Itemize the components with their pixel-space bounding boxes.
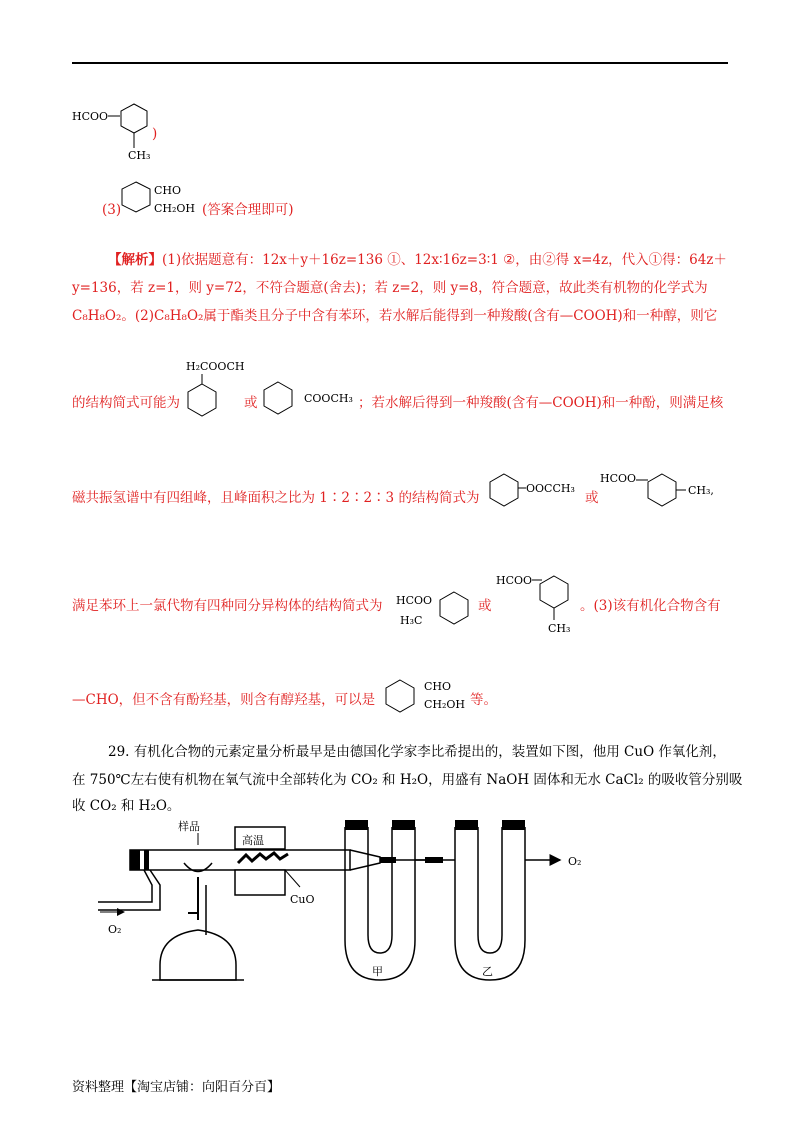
analysis-line6b: 或 — [478, 598, 492, 614]
structure-phenyl-acetate — [486, 470, 596, 520]
svg-text:COOCH₃: COOCH₃ — [304, 392, 353, 405]
structure-p-tolyl-formate — [600, 470, 720, 520]
hcoo-label: HCOO — [72, 110, 109, 123]
analysis-tag: 【解析】 — [108, 252, 162, 268]
answer-3-label: (3) — [102, 202, 122, 218]
high-temp-label: 高温 — [242, 834, 264, 847]
svg-text:CH₃,: CH₃, — [688, 484, 714, 497]
svg-text:HCOO: HCOO — [496, 574, 533, 587]
answer-note: (答案合理即可) — [202, 202, 294, 218]
cuo-label: CuO — [290, 893, 315, 906]
o2-inlet-label: O₂ — [108, 923, 122, 936]
svg-text:CHO: CHO — [154, 184, 182, 197]
footer-text: 资料整理【淘宝店铺：向阳百分百】 — [72, 1080, 281, 1095]
structure-m-tolyl-formate — [496, 570, 586, 640]
analysis-line4b: 或 — [244, 395, 258, 411]
structure-hcoo-methylbenzene-answer — [72, 96, 192, 166]
svg-text:OOCCH₃: OOCCH₃ — [526, 482, 575, 495]
structure-o-tolyl-formate — [396, 584, 486, 640]
tube-a-label: 甲 — [372, 965, 383, 978]
tube-b-label: 乙 — [482, 965, 493, 978]
analysis-line5a: 磁共振氢谱中有四组峰，且峰面积之比为 1∶2∶2∶3 的结构简式为 — [72, 490, 480, 506]
svg-text:H₃C: H₃C — [400, 614, 423, 627]
svg-text:HCOO: HCOO — [600, 472, 637, 485]
analysis-line4a: 的结构简式可能为 — [72, 395, 180, 411]
svg-text:CH₂OH: CH₂OH — [424, 698, 466, 711]
q29-line2: 在 750℃左右使有机物在氧气流中全部转化为 CO₂ 和 H₂O，用盛有 NaOH 固体和无水 CaCl₂ 的吸收管分别吸 — [72, 772, 743, 788]
q29-line1: 29. 有机化合物的元素定量分析最早是由德国化学家李比希提出的，装置如下图，他用 CuO 作氧化剂， — [108, 744, 726, 760]
svg-text:CHO: CHO — [424, 680, 452, 693]
answer-paren: ) — [152, 126, 158, 142]
analysis-line7b: 等。 — [470, 692, 497, 708]
analysis-line1: (1)依据题意有：12x＋y＋16z=136 ①、12x∶16z=3∶1 ②，由②得 x=4z，代入①得：64z＋ — [162, 252, 727, 268]
header-rule — [72, 62, 728, 64]
o2-outlet-label: O₂ — [568, 855, 582, 868]
structure-cho-ch2oh — [118, 178, 208, 228]
analysis-line4c: ；若水解后得到一种羧酸(含有—COOH)和一种酚，则满足核 — [358, 395, 724, 411]
svg-text:HCOO: HCOO — [396, 594, 433, 607]
ch3-label: CH₃ — [128, 149, 151, 162]
analysis-line5b: 或 — [585, 490, 599, 506]
sample-label: 样品 — [178, 820, 200, 833]
analysis-line7a: —CHO，但不含有酚羟基，则含有醇羟基，可以是 — [72, 692, 376, 708]
analysis-line6c: 。(3)该有机化合物含有 — [580, 598, 721, 614]
q29-line3: 收 CO₂ 和 H₂O。 — [72, 798, 181, 814]
analysis-line2: y=136，若 z=1，则 y=72，不符合题意(舍去)；若 z=2，则 y=8，符合题意，故此类有机物的化学式为 — [72, 280, 708, 296]
svg-text:CH₂OH: CH₂OH — [154, 202, 196, 215]
svg-text:H₂COOCH: H₂COOCH — [186, 360, 245, 373]
analysis-line3: C₈H₈O₂。(2)C₈H₈O₂属于酯类且分子中含有苯环，若水解后能得到一种羧酸(含有—COOH)和一种醇，则它 — [72, 308, 718, 324]
liebig-apparatus-diagram — [90, 815, 610, 990]
structure-methyl-benzoate — [262, 380, 362, 430]
svg-text:CH₃: CH₃ — [548, 622, 571, 635]
analysis-line6a: 满足苯环上一氯代物有四种同分异构体的结构简式为 — [72, 598, 383, 614]
